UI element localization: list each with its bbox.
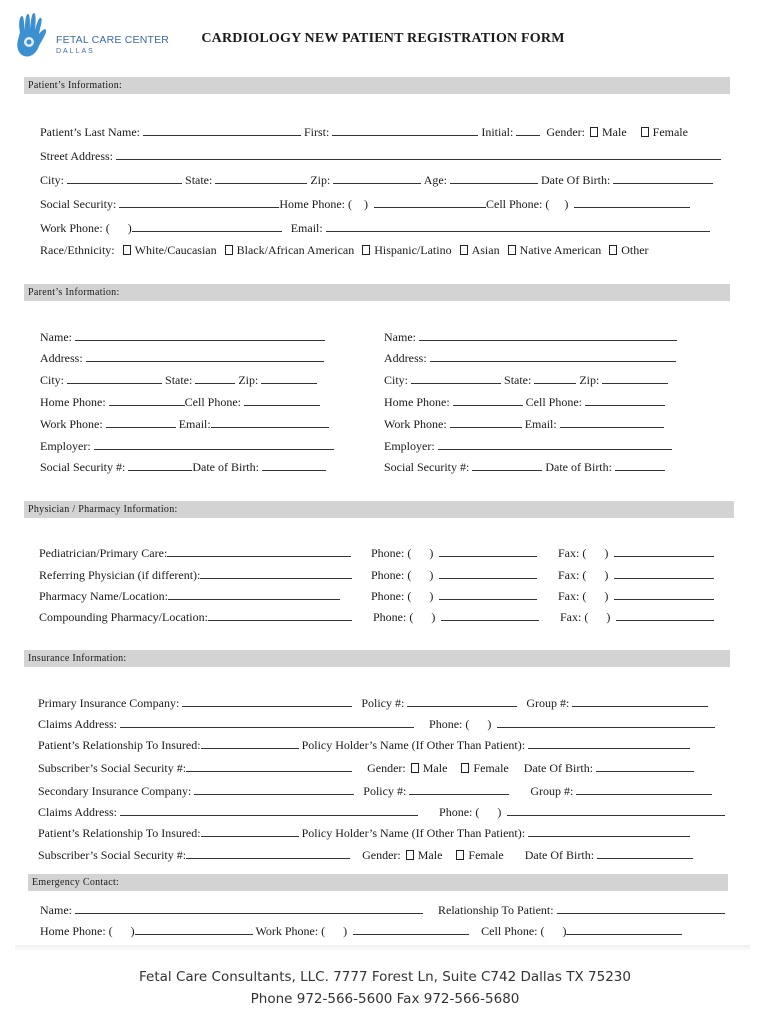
footer-phone: Phone 972-566-5600 Fax 972-566-5680: [250, 991, 520, 1007]
parent2-ssn-row: Social Security #: Date of Birth:: [384, 459, 665, 475]
email-field[interactable]: [326, 220, 710, 232]
physician-fax-2: Fax: ( ): [558, 567, 714, 583]
gender-male-checkbox[interactable]: [411, 763, 419, 773]
parent1-name-row: Name:: [40, 329, 325, 345]
patient-row-ssn: Social Security: Home Phone: ( ) Cell Phone: ( ): [40, 196, 690, 212]
parent2-employer-row: Employer:: [384, 438, 672, 454]
state-field[interactable]: [215, 172, 307, 184]
physician-fax-1: Fax: ( ): [558, 545, 714, 561]
physician-phone-4: Phone: ( ): [373, 609, 539, 625]
primary-policy-field[interactable]: [407, 695, 517, 707]
parent2-zip-field[interactable]: [602, 372, 668, 384]
parent1-name-field[interactable]: [75, 329, 325, 341]
parent1-phone-row: Home Phone: Cell Phone:: [40, 394, 320, 410]
physician-field[interactable]: [167, 545, 351, 557]
parent1-city-field[interactable]: [67, 372, 162, 384]
patient-row-work: Work Phone: ( ) Email:: [40, 220, 710, 236]
parent2-phone-row: Home Phone: Cell Phone:: [384, 394, 665, 410]
parent1-city-row: City: State: Zip:: [40, 372, 317, 388]
patient-row-city: City: State: Zip: Age: Date Of Birth:: [40, 172, 713, 188]
physician-row-3: Pharmacy Name/Location:: [39, 588, 340, 604]
parent1-ssn-row: Social Security #: Date of Birth:: [40, 459, 326, 475]
parent2-cell-phone-field[interactable]: [585, 394, 665, 406]
parent2-name-row: Name:: [384, 329, 677, 345]
section-patient-information: Patient’s Information:: [24, 77, 730, 94]
insurance-secondary-row: Secondary Insurance Company: Policy #: Group #:: [38, 783, 712, 799]
section-parent-information: Parent’s Information:: [24, 284, 730, 301]
claims-address-field[interactable]: [120, 804, 418, 816]
patient-row-name: Patient’s Last Name: First: Initial: Gender: Male Female: [40, 125, 688, 139]
age-field[interactable]: [450, 172, 538, 184]
parent1-email-field[interactable]: [211, 416, 329, 428]
parent2-city-row: City: State: Zip:: [384, 372, 668, 388]
patient-row-race: Race/Ethnicity: White/Caucasian Black/African American Hispanic/Latino Asian Native American Other: [40, 243, 649, 257]
policy-holder-field[interactable]: [528, 737, 690, 749]
parent2-ssn-field[interactable]: [472, 459, 542, 471]
last-name-field[interactable]: [143, 124, 301, 136]
parent2-address-field[interactable]: [430, 350, 676, 362]
emergency-work-phone-field[interactable]: [353, 923, 469, 935]
emergency-phone-row: Home Phone: ( ) Work Phone: ( ) Cell Phone: ( ): [40, 923, 682, 939]
footer-address: Fetal Care Consultants, LLC. 7777 Forest Ln, Suite C742 Dallas TX 75230: [139, 969, 631, 985]
parent1-home-phone-field[interactable]: [109, 394, 185, 406]
physician-phone-1: Phone: ( ): [371, 545, 537, 561]
physician-field[interactable]: [168, 588, 340, 600]
work-phone-field[interactable]: [132, 220, 282, 232]
parent1-employer-field[interactable]: [94, 438, 334, 450]
parent2-employer-field[interactable]: [438, 438, 672, 450]
physician-phone-2: Phone: ( ): [371, 567, 537, 583]
physician-fax-4: Fax: ( ): [560, 609, 714, 625]
cell-phone-field[interactable]: [574, 196, 690, 208]
parent2-state-field[interactable]: [534, 372, 576, 384]
claims-phone-field[interactable]: [507, 804, 725, 816]
physician-field[interactable]: [208, 609, 352, 621]
parent1-work-row: Work Phone: Email:: [40, 416, 329, 432]
claims-address-field[interactable]: [120, 716, 414, 728]
parent1-cell-phone-field[interactable]: [244, 394, 320, 406]
parent1-ssn-field[interactable]: [128, 459, 192, 471]
fax-field[interactable]: [616, 609, 714, 621]
zip-field[interactable]: [333, 172, 421, 184]
parent2-city-field[interactable]: [411, 372, 501, 384]
primary-insurance-field[interactable]: [182, 695, 352, 707]
form-title: CARDIOLOGY NEW PATIENT REGISTRATION FORM: [201, 31, 565, 46]
parent2-work-phone-field[interactable]: [450, 416, 522, 428]
phone-field[interactable]: [439, 545, 537, 557]
race-checkbox[interactable]: [123, 245, 131, 255]
physician-row-1: Pediatrician/Primary Care:: [39, 545, 351, 561]
parent1-employer-row: Employer:: [40, 438, 334, 454]
patient-row-street: Street Address:: [40, 148, 721, 164]
insurance-claims-row-1: Claims Address: Phone: ( ): [38, 716, 715, 732]
initial-field[interactable]: [516, 124, 540, 136]
parent1-state-field[interactable]: [195, 372, 235, 384]
physician-phone-3: Phone: ( ): [371, 588, 537, 604]
race-checkbox[interactable]: [508, 245, 516, 255]
secondary-policy-field[interactable]: [409, 783, 509, 795]
secondary-insurance-field[interactable]: [194, 783, 354, 795]
parent1-address-row: Address:: [40, 350, 324, 366]
phone-field[interactable]: [439, 588, 537, 600]
first-name-field[interactable]: [332, 124, 478, 136]
subscriber-ssn-field[interactable]: [186, 847, 350, 859]
subscriber-dob-field[interactable]: [597, 847, 693, 859]
race-checkbox[interactable]: [225, 245, 233, 255]
parent2-dob-field[interactable]: [615, 459, 665, 471]
secondary-group-field[interactable]: [576, 783, 712, 795]
street-address-field[interactable]: [116, 148, 721, 160]
insurance-subscriber-row-2: Subscriber’s Social Security #: Gender: Male Female Date Of Birth:: [38, 847, 693, 863]
physician-row-2: Referring Physician (if different):: [39, 567, 352, 583]
gender-male-checkbox[interactable]: [406, 850, 414, 860]
parent2-address-row: Address:: [384, 350, 676, 366]
page-edge: [15, 945, 750, 951]
parent1-zip-field[interactable]: [261, 372, 317, 384]
emergency-cell-phone-field[interactable]: [566, 923, 682, 935]
insurance-subscriber-row-1: Subscriber’s Social Security #: Gender: Male Female Date Of Birth:: [38, 760, 694, 776]
section-emergency-contact: Emergency Contact:: [28, 874, 728, 891]
insurance-primary-row: Primary Insurance Company: Policy #: Group #:: [38, 695, 708, 711]
parent1-address-field[interactable]: [86, 350, 324, 362]
insurance-claims-row-2: Claims Address: Phone: ( ): [38, 804, 725, 820]
phone-field[interactable]: [441, 609, 539, 621]
emergency-home-phone-field[interactable]: [135, 923, 253, 935]
gender-female-checkbox[interactable]: [461, 763, 469, 773]
race-checkbox[interactable]: [362, 245, 370, 255]
logo-subtitle: DALLAS: [56, 48, 95, 55]
gender-male-checkbox[interactable]: [590, 127, 598, 137]
parent1-work-phone-field[interactable]: [106, 416, 176, 428]
policy-holder-field[interactable]: [528, 825, 690, 837]
parent2-work-row: Work Phone: Email:: [384, 416, 664, 432]
section-physician-pharmacy: Physician / Pharmacy Information:: [24, 501, 734, 518]
home-phone-field[interactable]: [374, 196, 486, 208]
physician-row-4: Compounding Pharmacy/Location:: [39, 609, 352, 625]
emergency-name-field[interactable]: [75, 902, 423, 914]
ssn-field[interactable]: [119, 196, 279, 208]
emergency-name-row: Name: Relationship To Patient:: [40, 902, 725, 918]
claims-phone-field[interactable]: [497, 716, 715, 728]
parent1-dob-field[interactable]: [262, 459, 326, 471]
relationship-field[interactable]: [201, 825, 299, 837]
physician-fax-3: Fax: ( ): [558, 588, 714, 604]
gender-female-checkbox[interactable]: [456, 850, 464, 860]
race-checkbox[interactable]: [460, 245, 468, 255]
gender-female-checkbox[interactable]: [641, 127, 649, 137]
logo-name: FETAL CARE CENTER: [56, 34, 170, 46]
dob-field[interactable]: [613, 172, 713, 184]
parent2-name-field[interactable]: [419, 329, 677, 341]
phone-field[interactable]: [439, 567, 537, 579]
insurance-relationship-row-2: Patient’s Relationship To Insured: Policy Holder’s Name (If Other Than Patient):: [38, 825, 690, 841]
fax-field[interactable]: [614, 567, 714, 579]
fax-field[interactable]: [614, 588, 714, 600]
parent2-home-phone-field[interactable]: [453, 394, 523, 406]
city-field[interactable]: [67, 172, 182, 184]
physician-field[interactable]: [200, 567, 352, 579]
primary-group-field[interactable]: [572, 695, 708, 707]
relationship-field[interactable]: [201, 737, 299, 749]
subscriber-ssn-field[interactable]: [186, 760, 352, 772]
insurance-relationship-row-1: Patient’s Relationship To Insured: Policy Holder’s Name (If Other Than Patient):: [38, 737, 690, 753]
subscriber-dob-field[interactable]: [596, 760, 694, 772]
parent2-email-field[interactable]: [560, 416, 664, 428]
fax-field[interactable]: [614, 545, 714, 557]
section-insurance-information: Insurance Information:: [24, 650, 730, 667]
race-checkbox[interactable]: [609, 245, 617, 255]
emergency-relationship-field[interactable]: [557, 902, 725, 914]
